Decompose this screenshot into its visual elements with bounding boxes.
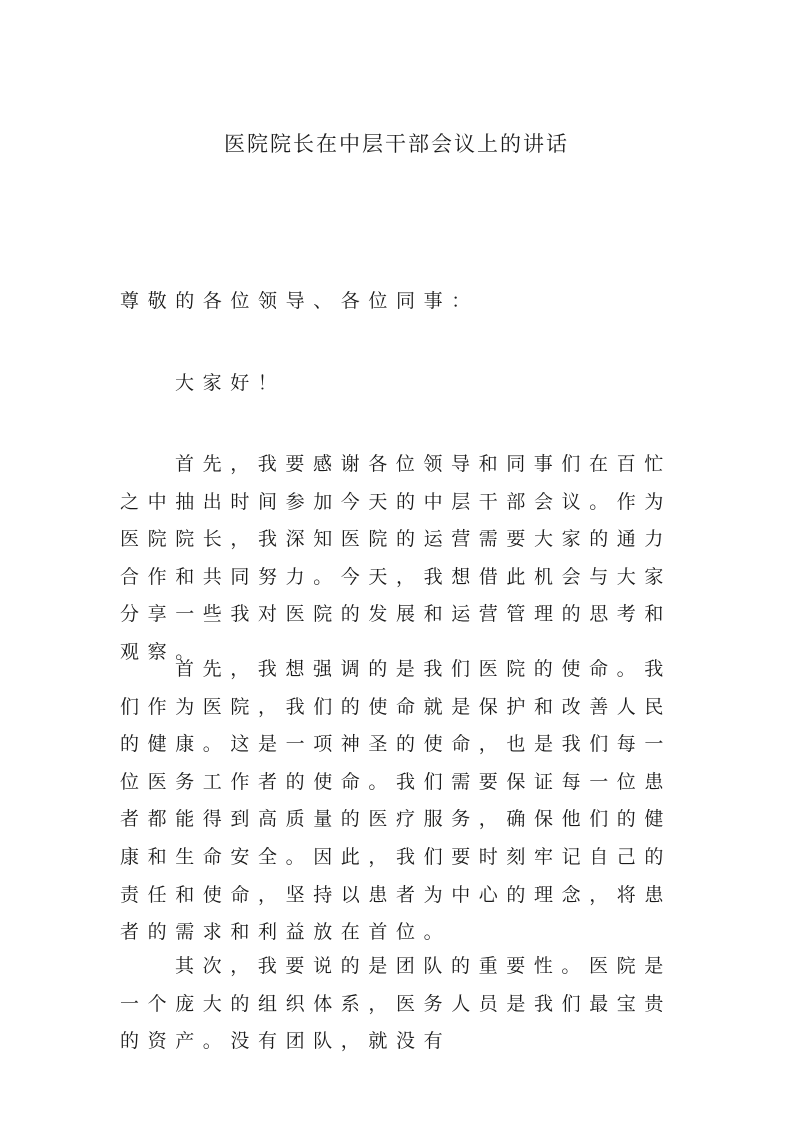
document-title: 医院院长在中层干部会议上的讲话 bbox=[224, 132, 569, 156]
salutation: 尊敬的各位领导、各位同事： bbox=[120, 290, 479, 312]
paragraph-2: 首先，我想强调的是我们医院的使命。我们作为医院，我们的使命就是保护和改善人民的健康。这是一项神圣的使命，也是我们每一位医务工作者的使命。我们需要保证每一位患者都能得到高质量的医疗服务，确保他们的健康和生命安全。因此，我们要时刻牢记自己的责任和使命，坚持以患者为中心的理念，将患者的需求和利益放在首位。 bbox=[120, 658, 673, 944]
paragraph-1: 首先，我要感谢各位领导和同事们在百忙之中抽出时间参加今天的中层干部会议。作为医院院长，我深知医院的运营需要大家的通力合作和共同努力。今天，我想借此机会与大家分享一些我对医院的发展和运营管理的思考和观察。 bbox=[120, 453, 673, 663]
paragraph-3: 其次，我要说的是团队的重要性。医院是一个庞大的组织体系，医务人员是我们最宝贵的资产。没有团队，就没有 bbox=[120, 955, 673, 1053]
greeting: 大家好！ bbox=[175, 372, 286, 394]
